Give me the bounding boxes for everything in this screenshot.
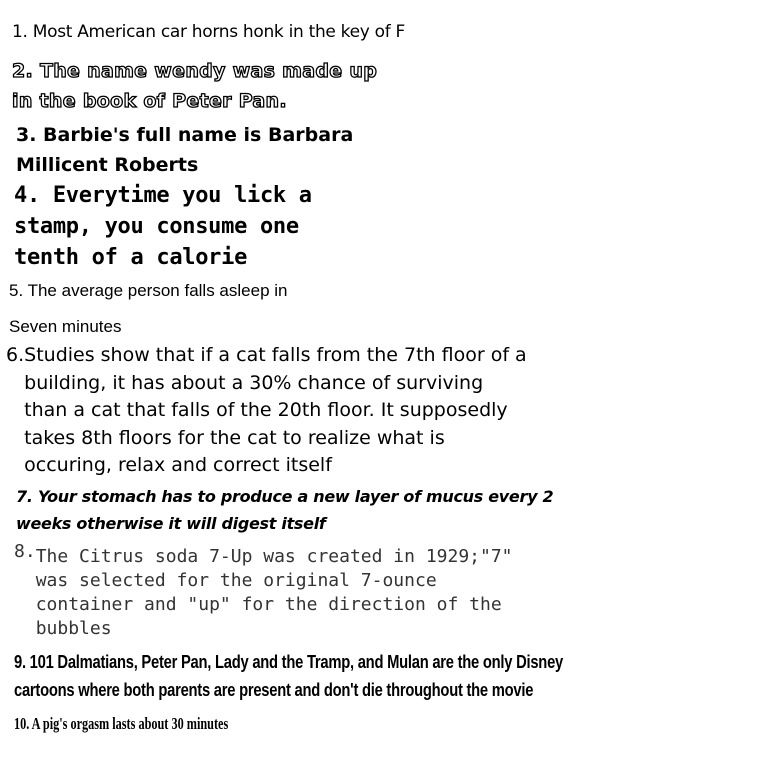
fact-3-line-1: 3. Barbie's full name is Barbara [16,124,354,146]
fact-4-line-1: 4. Everytime you lick a [14,183,312,208]
fact-2 [12,56,377,116]
fact-9 [14,648,563,704]
fact-7 [16,483,553,537]
fact-6-line-2: building, it has about a 30% chance of surviving [24,371,484,394]
fact-8-line-1: The Citrus soda 7-Up was created in 1929;"7" [35,546,513,567]
fact-5-line-1: 5. The average person falls asleep in [9,281,288,300]
fact-6 [6,342,527,480]
fact-10 [14,714,228,734]
fact-3 [16,120,353,180]
fact-9-line-1: 9. 101 Dalmatians, Peter Pan, Lady and the Tramp, and Mulan are the only Disney [14,652,564,672]
fact-6-line-1: Studies show that if a cat falls from the 7th floor of a [24,344,527,366]
fact-9-line-2: cartoons where both parents are present and don't die throughout the movie [14,680,534,700]
fact-1-line-1: 1. Most American car horns honk in the key of F [12,22,406,42]
fact-8-body [36,545,513,641]
fact-1 [12,22,405,42]
fact-8 [14,540,513,641]
fact-7-line-2: weeks otherwise it will digest itself [16,514,326,533]
fact-7-line-1: 7. Your stomach has to produce a new layer of mucus every 2 [16,487,554,506]
fact-4-line-2: stamp, you consume one [14,214,299,239]
fact-6-line-4: takes 8th floors for the cat to realize what is [24,426,445,449]
fact-4 [14,180,312,273]
fact-4-line-3: tenth of a calorie [14,245,248,270]
fact-8-number: 8. [14,541,36,562]
fact-2-line-1: 2. The name wendy was made up [12,60,378,82]
fact-5-line-2: Seven minutes [9,317,122,336]
fact-6-number: 6. [6,344,25,366]
fact-3-line-2: Millicent Roberts [16,154,199,176]
fact-6-line-3: than a cat that falls of the 20th floor. It supposedly [24,399,508,421]
fact-2-line-2: in the book of Peter Pan. [12,90,287,112]
fact-6-line-5: occuring, relax and correct itself [24,454,332,476]
fact-6-body [24,342,527,480]
fact-8-line-4: bubbles [35,618,112,639]
fact-8-line-3: container and "up" for the direction of the [35,594,502,615]
fact-10-line-1: 10. A pig's orgasm lasts about 30 minutes [14,714,229,733]
fact-8-line-2: was selected for the original 7-ounce [35,570,437,591]
